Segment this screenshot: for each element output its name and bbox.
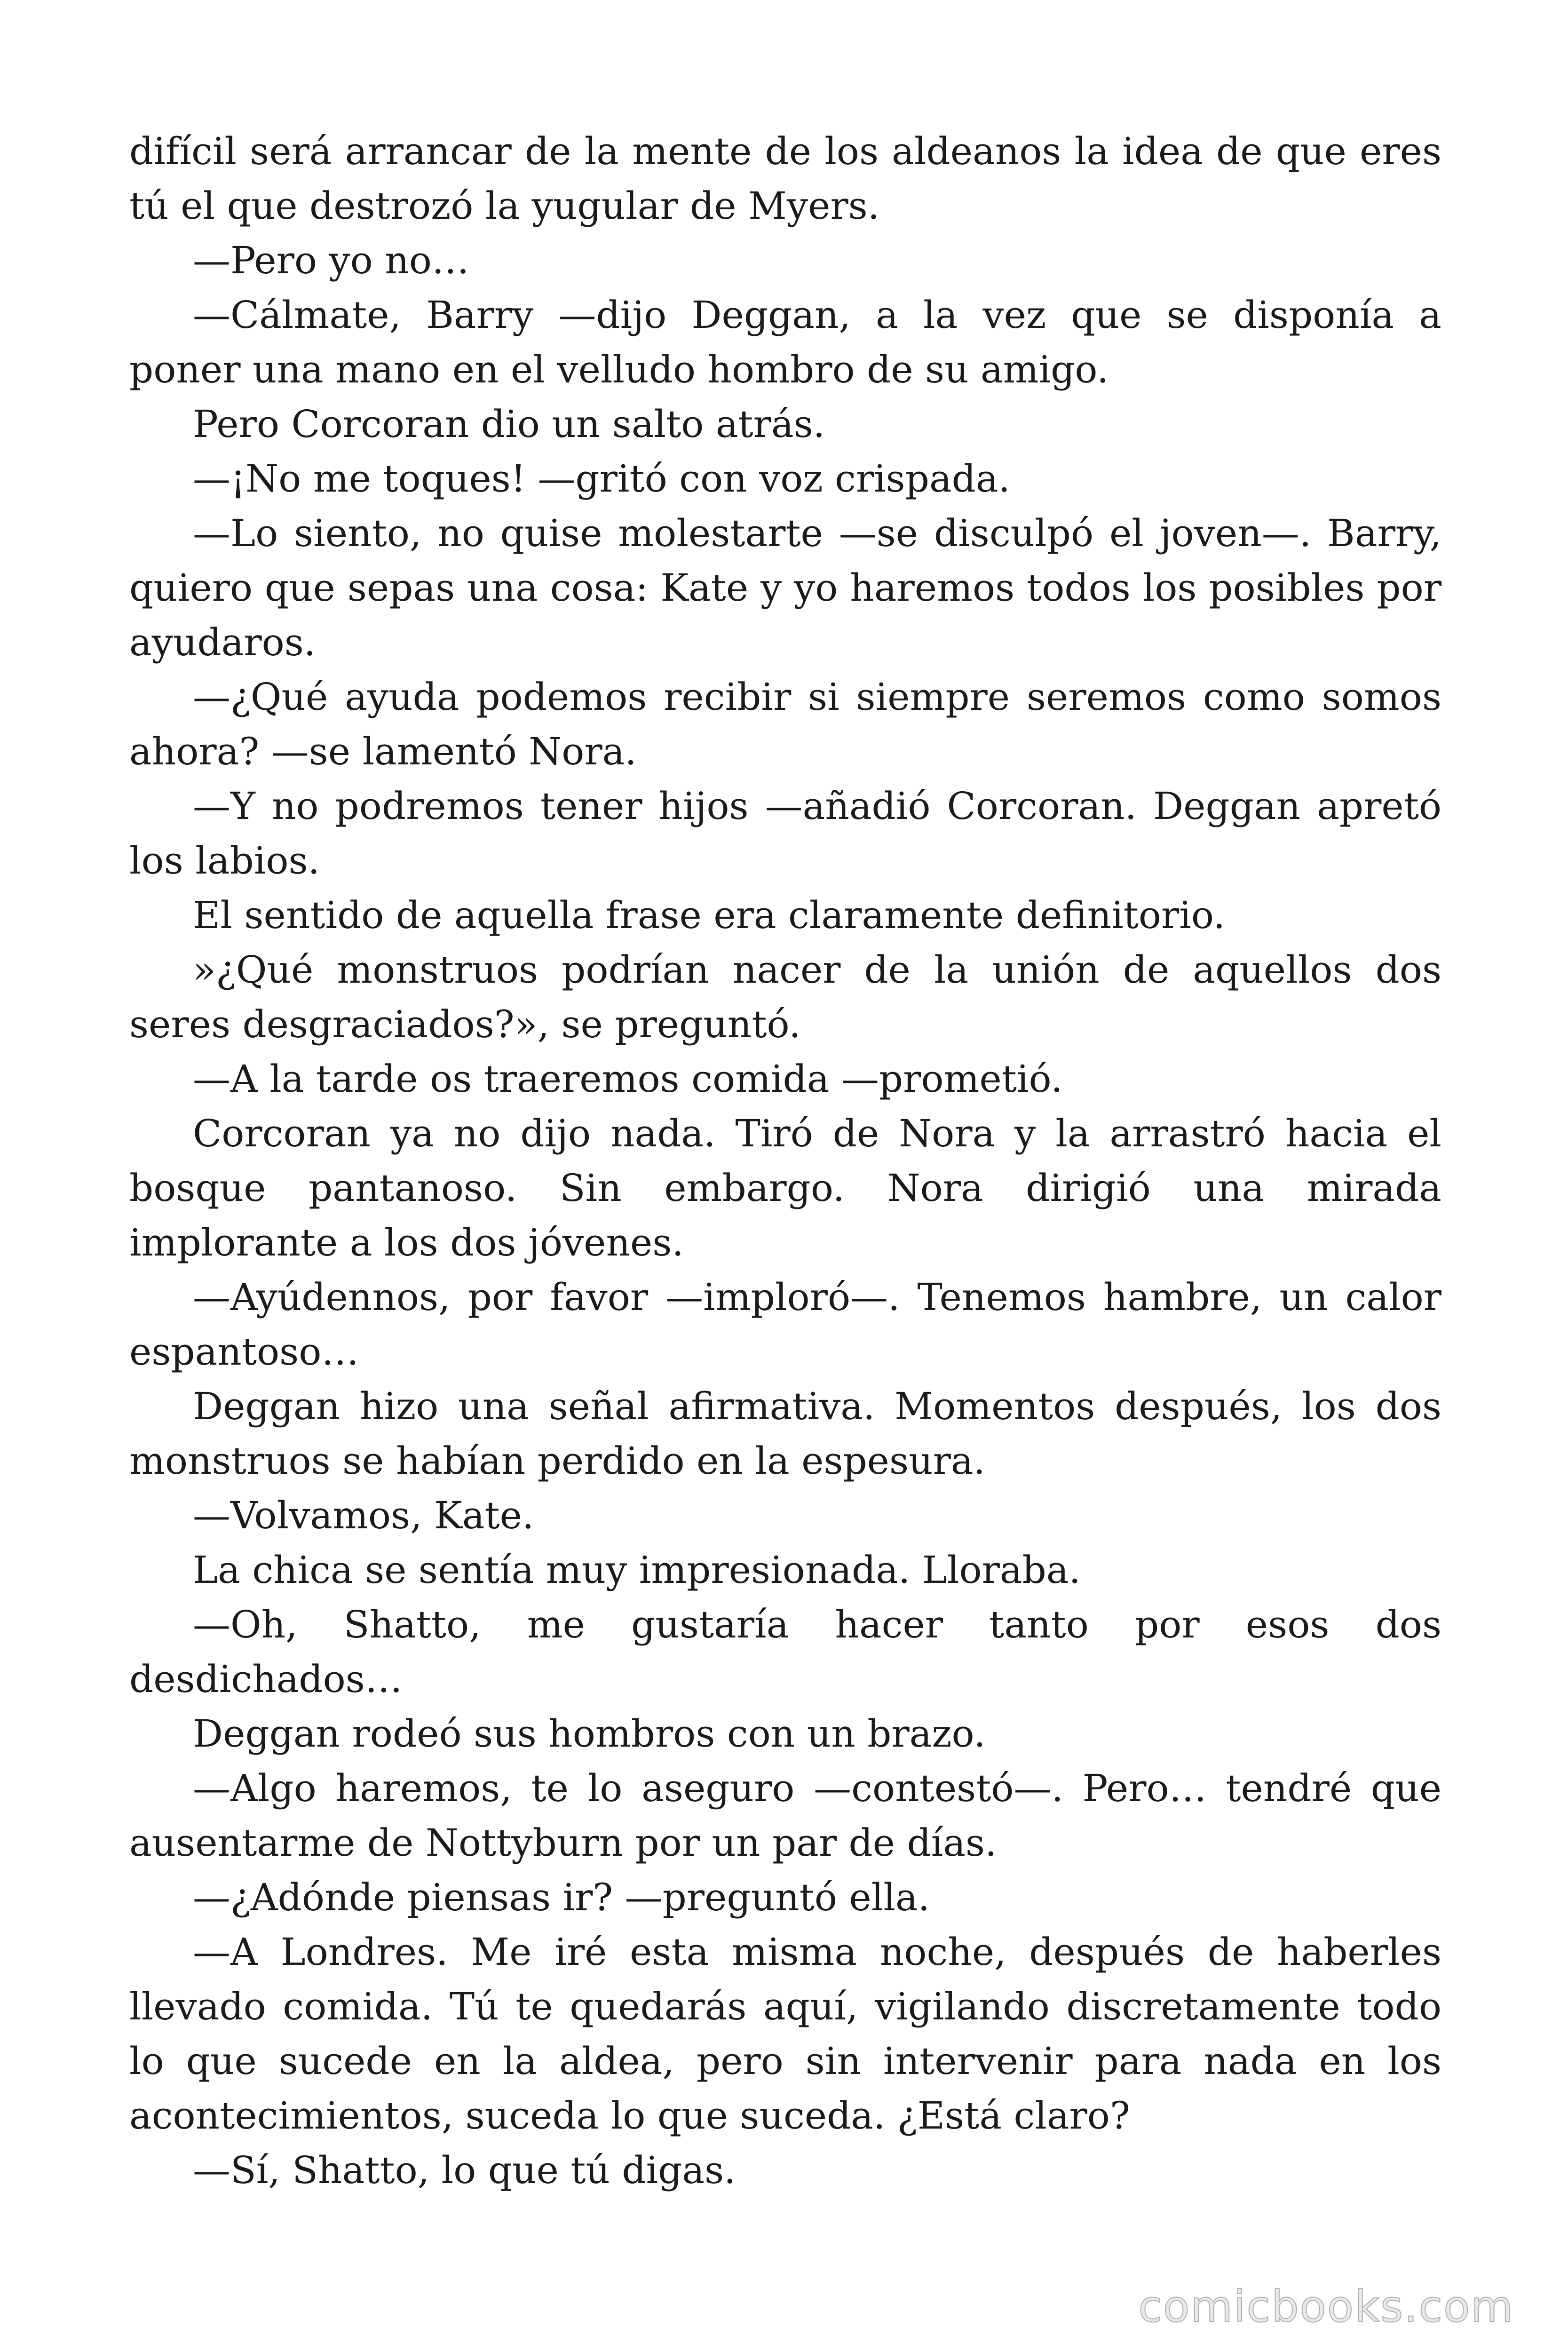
text-line: quiero que sepas una cosa: Kate y yo haremos todos los posibles por (129, 566, 1441, 610)
text-line: —Oh, Shatto, me gustaría hacer tanto por esos dos (193, 1603, 1441, 1646)
text-line: —A Londres. Me iré esta misma noche, después de haberles (193, 1930, 1441, 1974)
text-line: implorante a los dos jóvenes. (129, 1221, 684, 1264)
text-line: desdichados… (129, 1657, 403, 1701)
text-line: Corcoran ya no dijo nada. Tiró de Nora y la arrastró hacia el (193, 1112, 1441, 1155)
text-line: Deggan hizo una señal afirmativa. Momentos después, los dos (193, 1384, 1441, 1428)
text-line: los labios. (129, 839, 320, 882)
text-line: poner una mano en el velludo hombro de su amigo. (129, 348, 1109, 391)
text-line: ausentarme de Nottyburn por un par de días. (129, 1821, 997, 1865)
text-line: monstruos se habían perdido en la espesura. (129, 1439, 985, 1483)
text-line: —Cálmate, Barry —dijo Deggan, a la vez que se disponía a (193, 293, 1441, 337)
text-line: El sentido de aquella frase era claramente definitorio. (193, 893, 1226, 937)
text-line: ayudaros. (129, 620, 316, 664)
text-line: —Ayúdennos, por favor —imploró—. Tenemos hambre, un calor (193, 1275, 1441, 1319)
text-line: —Y no podremos tener hijos —añadió Corcoran. Deggan apretó (193, 784, 1441, 828)
text-line: bosque pantanoso. Sin embargo. Nora dirigió una mirada (129, 1166, 1441, 1210)
text-line: espantoso… (129, 1330, 359, 1374)
text-line: ahora? —se lamentó Nora. (129, 730, 637, 773)
text-line: —Algo haremos, te lo aseguro —contestó—. Pero… tendré que (193, 1766, 1441, 1810)
text-line: »¿Qué monstruos podrían nacer de la unión de aquellos dos (193, 948, 1441, 992)
text-line: —¿Qué ayuda podemos recibir si siempre seremos como somos (193, 675, 1441, 719)
text-line: llevado comida. Tú te quedarás aquí, vigilando discretamente todo (129, 1985, 1441, 2028)
body-text (129, 124, 1441, 2198)
text-line: —Volvamos, Kate. (193, 1494, 534, 1537)
text-line: acontecimientos, suceda lo que suceda. ¿Está claro? (129, 2094, 1130, 2137)
text-line: —Lo siento, no quise molestarte —se disculpó el joven—. Barry, (193, 511, 1441, 555)
text-line: —¡No me toques! —gritó con voz crispada. (193, 457, 1010, 501)
text-line: Pero Corcoran dio un salto atrás. (193, 402, 825, 446)
text-line: lo que sucede en la aldea, pero sin intervenir para nada en los (129, 2039, 1441, 2083)
text-line: seres desgraciados?», se preguntó. (129, 1002, 801, 1046)
text-line: difícil será arrancar de la mente de los aldeanos la idea de que eres (129, 129, 1441, 173)
text-line: La chica se sentía muy impresionada. Lloraba. (193, 1548, 1081, 1592)
text-line: Deggan rodeó sus hombros con un brazo. (193, 1712, 986, 1756)
text-line: —A la tarde os traeremos comida —prometió. (193, 1057, 1063, 1101)
text-line: —¿Adónde piensas ir? —preguntó ella. (193, 1875, 930, 1919)
text-line: —Sí, Shatto, lo que tú digas. (193, 2148, 736, 2192)
text-line: —Pero yo no… (193, 238, 469, 282)
text-line: tú el que destrozó la yugular de Myers. (129, 184, 880, 228)
watermark: comicbooks.com (1138, 2281, 1514, 2332)
